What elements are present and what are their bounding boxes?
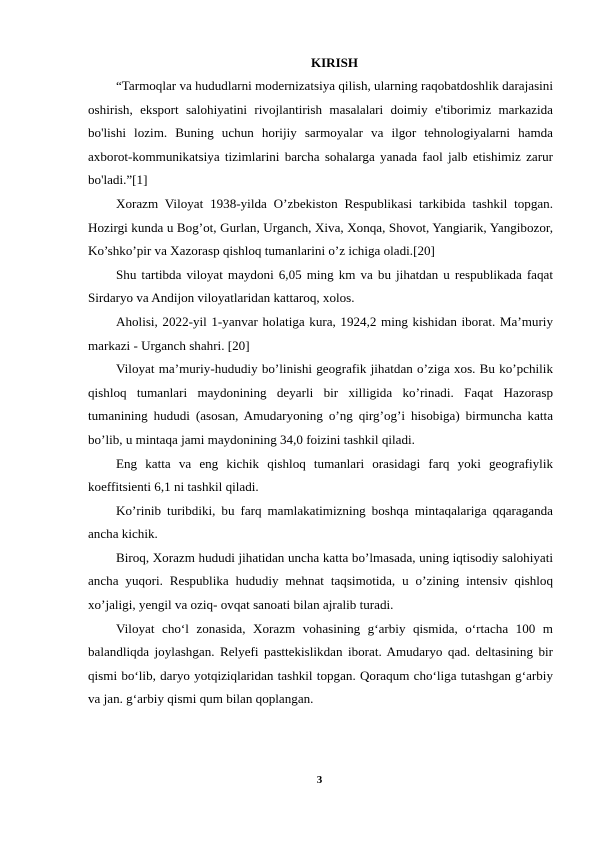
paragraph-administrative-division: Viloyat ma’muriy-hududiy bo’linishi geografik jihatdan o’ziga xos. Bu ko’pchilik qishloq tumanlari maydonining deyarli bir xilligida ko’rinadi. Faqat Hazorasp tumanining hududi (asosan, Amudaryoning o’ng qirg’og’i hisobiga) birmuncha katta bo’lib, u mintaqa jami maydonining 34,0 foizini tashkil qiladi. (88, 361, 553, 447)
paragraph-comparison: Ko’rinib turibdiki, bu farq mamlakatimizning boshqa mintaqalariga qqaraganda ancha kichik. (88, 502, 553, 542)
document-page (88, 52, 553, 711)
paragraph-history: Xorazm Viloyat 1938-yilda O’zbekiston Respublikasi tarkibida tashkil topgan. Hozirgi kunda u Bog’ot, Gurlan, Urganch, Xiva, Xonqa, Shovot, Yangiarik, Yangibozor, Ko’shko’pir va Xazorasp qishloq tumanlarini o’z ichiga oladi.[20] (88, 195, 553, 259)
paragraph-coefficient: Eng katta va eng kichik qishloq tumanlari orasidagi farq yoki geografiylik koeffitsienti 6,1 ni tashkil qiladi. (88, 455, 553, 495)
document-title: KIRISH (311, 55, 358, 70)
paragraph-population: Aholisi, 2022-yil 1-yanvar holatiga kura, 1924,2 ming kishidan iborat. Ma’muriy markazi - Urganch shahri. [20] (88, 313, 553, 353)
paragraph-quote: “Tarmoqlar va hududlarni modernizatsiya qilish, ularning raqobatdoshlik darajasini oshirish, eksport salohiyatini rivojlantirish masalalari doimiy e'tiborimiz markazida bo'lishi lozim. Buning uchun horijiy sarmoyalar va ilgor tehnologiyalarni hamda axborot-kommunikatsiya tizimlarini barcha sohalarga yanada faol jalb etishimiz zarur bo'ladi.”[1] (88, 78, 553, 188)
paragraph-area: Shu tartibda viloyat maydoni 6,05 ming km va bu jihatdan u respublikada faqat Sirdaryo va Andijon viloyatlaridan kattaroq, xolos. (88, 266, 553, 306)
page-number: 3 (316, 774, 323, 786)
paragraph-economy: Biroq, Xorazm hududi jihatidan uncha katta bo’lmasada, uning iqtisodiy salohiyati ancha yuqori. Respublika hududiy mehnat taqsimotida, u o’zining intensiv qishloq xo’jaligi, yengil va oziq- ovqat sanoati bilan ajralib turadi. (88, 549, 553, 613)
paragraph-geography: Viloyat cho‘l zonasida, Xorazm vohasining g‘arbiy qismida, o‘rtacha 100 m balandliqda joylashgan. Relyefi pasttekislikdan iborat. Amudaryo qad. deltasining bir qismi bo‘lib, daryo yotqiziqlaridan tashkil topgan. Qoraqum cho‘liga tutashgan g‘arbiy va jan. g‘arbiy qismi qum bilan qoplangan. (88, 620, 553, 707)
